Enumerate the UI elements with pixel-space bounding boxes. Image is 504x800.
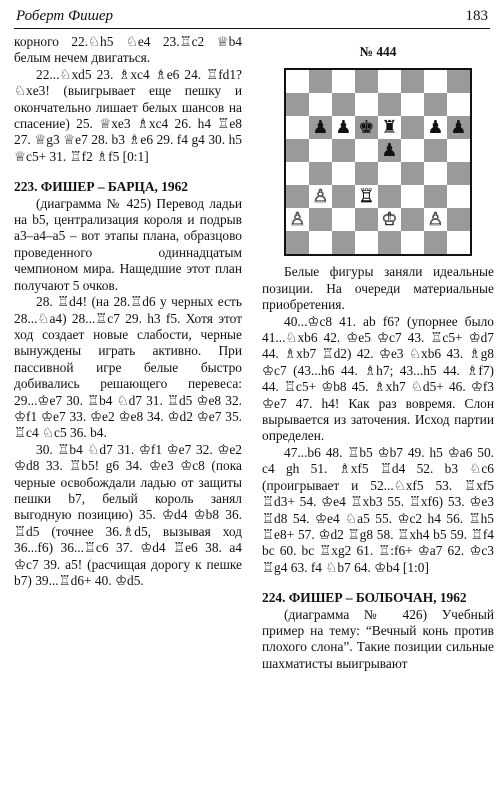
board-square [447,185,470,208]
board-square [309,93,332,116]
board-square [332,139,355,162]
board-square [447,231,470,254]
board-square [309,185,332,208]
board-square [401,208,424,231]
board-square [332,208,355,231]
board-square [401,139,424,162]
black-piece-icon: ♟ [312,116,329,138]
running-header [14,6,490,29]
board-square [447,93,470,116]
board-square [332,185,355,208]
board-square [424,70,447,93]
board-square [401,70,424,93]
board-square [355,139,378,162]
paragraph: 30. ♖b4 ♘d7 31. ♔f1 ♔e7 32. ♔e2 ♔d8 33. ♖b5! g6 34. ♔e3 ♔c8 (пока черные освобождали ладью от защиты пешки b7, белый король занял выгодную позицию) 35. ♔d4 ♔b8 36. ♖d5 (точнее 36.♗d5, вызывая ход 36...f6) 36...♖c6 37. ♔d4 ♖e6 38. a4 ♔c7 39. a5! (расчищая дорогу к пешке b7) 39...♖d6+ 40. ♔d5. [14,441,242,588]
white-piece-icon: ♙ [312,185,329,207]
board-square [378,231,401,254]
paragraph: 28. ♖d4! (на 28.♖d6 у черных есть 28...♘a4) 28...♖c7 29. h3 f5. Хотя этот ход создает новые слабости, черные вынуждены играть активно. При пассивной игре белые быстро добивались решающего перевеса: 29...♔e7 30. ♖b4 ♘d7 31. ♖d5 ♔e8 32. ♔f1 ♔e7 33. ♔e2 ♔e8 34. ♔d2 ♔e7 35. ♖c4 ♘c5 36. b4. [14,294,242,441]
board-square [447,139,470,162]
board-square [355,116,378,139]
board-square [424,139,447,162]
board-square [424,208,447,231]
right-column [262,34,494,672]
paragraph: корного 22.♘h5 ♘e4 23.♖c2 ♕b4 белым нечем двигаться. [14,34,242,66]
board-square [355,208,378,231]
board-square [309,70,332,93]
board-square [332,70,355,93]
board-square [378,116,401,139]
white-piece-icon: ♙ [289,208,306,230]
board-square [309,139,332,162]
game-title: 224. ФИШЕР – БОЛБОЧАН, 1962 [262,590,467,606]
board-square [424,162,447,185]
paragraph: 47...b6 48. ♖b5 ♔b7 49. h5 ♔a6 50. c4 gh 51. ♗xf5 ♖d4 52. b3 ♘c6 (проигрывает и 52...♘xf5 53. ♖xf5 ♖d3+ 54. ♔e4 ♖xb3 55. ♖xf6) 53. ♔e3 ♖d8 54. ♔e4 ♘a5 55. ♔c2 h4 56. ♖h5 ♖e8+ 57. ♔d2 ♖g8 58. ♖xh4 b5 59. ♖f4 bc 60. bc ♖xg2 61. ♖:f6+ ♔a7 62. ♔c3 ♖g4 63. f4 ♘b7 64. ♔b4 [1:0] [262,444,494,575]
board-square [286,139,309,162]
paragraph: (диаграмма № 425) Перевод ладьи на b5, централизация короля и подрыв a3–a4–a5 – вот этапы плана, образцово проведенного одиннадцатым чемпионом мира. Нащедшие этот план получают 5 очков. [14,195,242,293]
board-square [401,93,424,116]
board-square [332,116,355,139]
white-piece-icon: ♙ [427,208,444,230]
board-square [355,162,378,185]
black-piece-icon: ♟ [427,116,444,138]
left-column [14,34,242,589]
board-square [332,93,355,116]
board-square [447,116,470,139]
chess-board [284,68,472,256]
board-square [286,93,309,116]
board-square [286,116,309,139]
game-title: 223. ФИШЕР – БАРЦА, 1962 [14,179,188,195]
paragraph: 22...♘xd5 23. ♗xc4 ♗e6 24. ♖fd1? ♘xe3! (выигрывает еще пешку и окончательно лишает белых шансов на спасение) 25. ♕xe3 ♗xc4 26. h4 ♖e8 27. ♕g3 ♕e7 28. b3 ♗e6 29. f4 g4 30. h5 ♕c5+ 31. ♖f2 ♗f5 [0:1] [14,66,242,164]
paragraph: 40...♔c8 41. ab f6? (упорнее было 41...♘xb6 42. ♔e5 ♔c7 43. ♖c5+ ♔d7 44. ♗xb7 ♖d2) 42. ♔e3 ♘xb6 43. ♗g8 ♔c7 (43...h6 44. ♗h7; 43...h5 44. ♗f7) 44. ♖c5+ ♔b8 45. ♗xh7 ♘d5+ 46. ♔f3 ♔e7 47. h4! Как раз вовремя. Слон вырывается из заточения. Исход партии определен. [262,313,494,444]
board-square [286,185,309,208]
chess-diagram [262,68,494,256]
board-square [401,231,424,254]
board-square [401,162,424,185]
black-piece-icon: ♟ [450,116,467,138]
board-square [332,162,355,185]
board-square [378,93,401,116]
diagram-caption: Белые фигуры заняли идеальные позиции. На очереди материальные приобретения. [262,264,494,313]
board-square [355,70,378,93]
board-square [401,116,424,139]
black-piece-icon: ♚ [358,116,375,138]
board-square [424,93,447,116]
board-square [355,93,378,116]
black-piece-icon: ♟ [335,116,352,138]
board-square [355,185,378,208]
paragraph: (диаграмма № 426) Учебный пример на тему: “Вечный конь против плохого слона”. Такие позиции сильные шахматисты выигрывают [262,606,494,671]
right-paragraphs [262,314,494,673]
board-square [378,185,401,208]
board-square [309,231,332,254]
board-square [286,70,309,93]
black-piece-icon: ♜ [381,116,398,138]
board-square [309,116,332,139]
board-square [286,231,309,254]
board-square [378,208,401,231]
board-square [286,162,309,185]
board-square [286,208,309,231]
board-square [424,231,447,254]
board-square [447,208,470,231]
board-square [424,185,447,208]
board-square [309,208,332,231]
white-piece-icon: ♔ [381,208,398,230]
board-square [378,139,401,162]
board-square [424,116,447,139]
board-square [447,70,470,93]
board-square [309,162,332,185]
white-piece-icon: ♖ [358,185,375,207]
board-square [378,162,401,185]
board-square [447,162,470,185]
black-piece-icon: ♟ [381,139,398,161]
board-square [332,231,355,254]
header-author: Роберт Фишер [16,8,114,24]
board-square [378,70,401,93]
board-square [401,185,424,208]
diagram-title: № 444 [359,44,397,59]
page-number: 183 [465,8,488,24]
board-square [355,231,378,254]
